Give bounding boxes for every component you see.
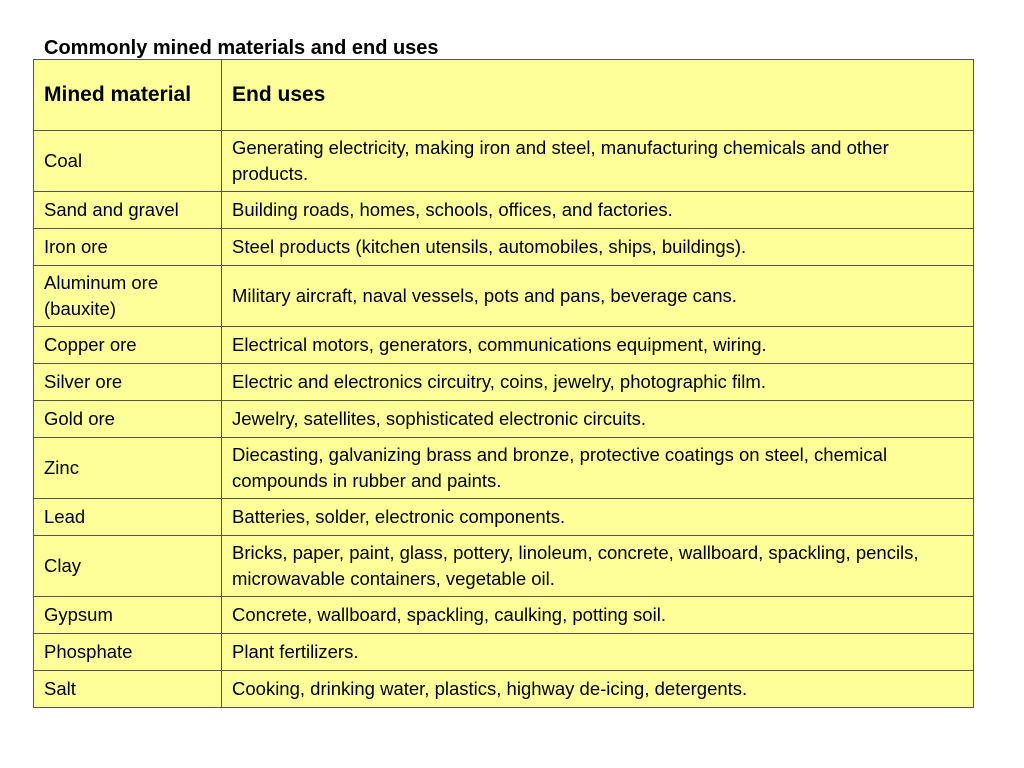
material-cell: Clay — [34, 536, 222, 597]
end-uses-cell: Jewelry, satellites, sophisticated electronic circuits. — [222, 401, 974, 438]
table-row — [34, 266, 974, 327]
end-uses-cell: Electric and electronics circuitry, coins, jewelry, photographic film. — [222, 364, 974, 401]
end-uses-cell: Steel products (kitchen utensils, automobiles, ships, buildings). — [222, 229, 974, 266]
material-cell: Gold ore — [34, 401, 222, 438]
end-uses-cell: Diecasting, galvanizing brass and bronze, protective coatings on steel, chemical compounds in rubber and paints. — [222, 438, 974, 499]
material-cell: Copper ore — [34, 327, 222, 364]
end-uses-cell: Generating electricity, making iron and steel, manufacturing chemicals and other products. — [222, 131, 974, 192]
table-row — [34, 634, 974, 671]
material-cell: Salt — [34, 671, 222, 708]
page-title: Commonly mined materials and end uses — [44, 37, 439, 59]
end-uses-cell: Batteries, solder, electronic components. — [222, 499, 974, 536]
material-cell: Sand and gravel — [34, 192, 222, 229]
end-uses-cell: Bricks, paper, paint, glass, pottery, linoleum, concrete, wallboard, spackling, pencils, microwavable containers, vegetable oil. — [222, 536, 974, 597]
material-cell: Iron ore — [34, 229, 222, 266]
end-uses-cell: Military aircraft, naval vessels, pots and pans, beverage cans. — [222, 266, 974, 327]
end-uses-cell: Plant fertilizers. — [222, 634, 974, 671]
column-header-end-uses: End uses — [222, 60, 974, 131]
table-row — [34, 229, 974, 266]
material-cell: Coal — [34, 131, 222, 192]
table-row — [34, 671, 974, 708]
table-row — [34, 499, 974, 536]
table-row — [34, 327, 974, 364]
material-cell: Silver ore — [34, 364, 222, 401]
materials-table — [33, 59, 974, 708]
table-row — [34, 131, 974, 192]
material-cell: Gypsum — [34, 597, 222, 634]
table-row — [34, 364, 974, 401]
table-row — [34, 536, 974, 597]
end-uses-cell: Concrete, wallboard, spackling, caulking, potting soil. — [222, 597, 974, 634]
table-body — [34, 131, 974, 708]
table-row — [34, 401, 974, 438]
table-row — [34, 597, 974, 634]
material-cell: Phosphate — [34, 634, 222, 671]
table-header-row — [34, 60, 974, 131]
material-cell: Zinc — [34, 438, 222, 499]
table-row — [34, 438, 974, 499]
material-cell: Aluminum ore (bauxite) — [34, 266, 222, 327]
end-uses-cell: Building roads, homes, schools, offices, and factories. — [222, 192, 974, 229]
table-row — [34, 192, 974, 229]
material-cell: Lead — [34, 499, 222, 536]
column-header-mined-material: Mined material — [34, 60, 222, 131]
end-uses-cell: Electrical motors, generators, communications equipment, wiring. — [222, 327, 974, 364]
end-uses-cell: Cooking, drinking water, plastics, highway de-icing, detergents. — [222, 671, 974, 708]
